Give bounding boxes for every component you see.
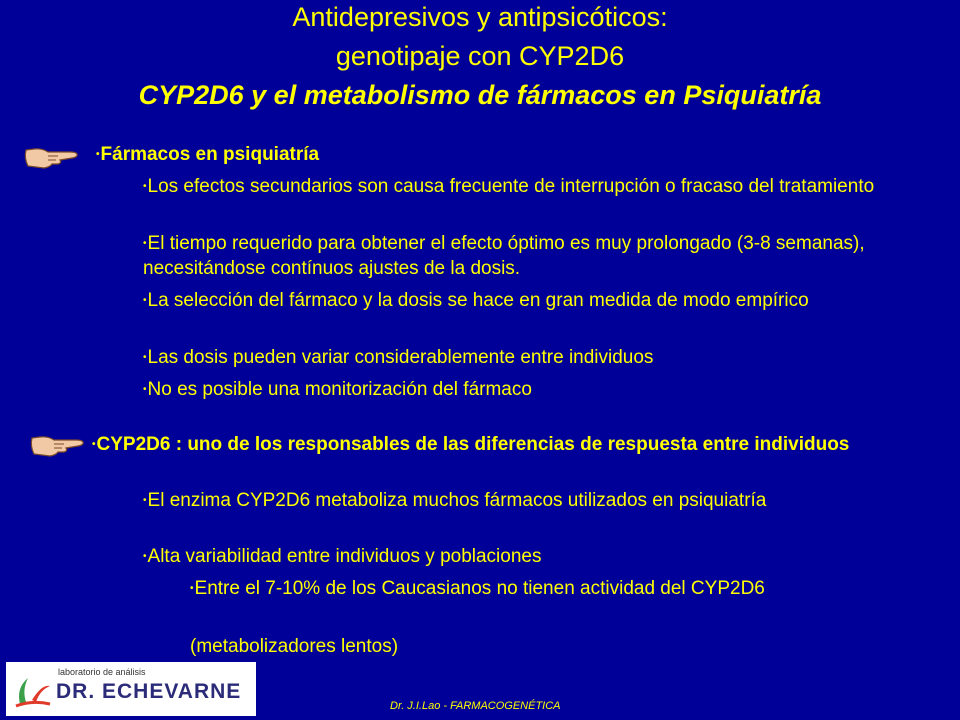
- section1-item: •Las dosis pueden variar considerablemente entre individuos: [143, 347, 654, 368]
- bullet-icon: •: [143, 295, 147, 307]
- section1-item: •El tiempo requerido para obtener el efecto óptimo es muy prolongado (3-8 semanas), necesitándose contínuos ajustes de la dosis.: [143, 233, 865, 280]
- section1-heading: •Fármacos en psiquiatría: [96, 144, 320, 165]
- lab-logo-icon: [12, 670, 54, 710]
- bullet-icon: •: [143, 238, 147, 250]
- logo-subtitle: laboratorio de análisis: [58, 667, 146, 677]
- bullet-icon: •: [92, 439, 96, 451]
- section1-item: •No es posible una monitorización del fármaco: [143, 379, 532, 400]
- footer-credit: Dr. J.I.Lao - FARMACOGENÉTICA: [390, 700, 561, 712]
- section2-subitem: (metabolizadores lentos): [190, 636, 399, 657]
- bullet-icon: •: [96, 149, 100, 161]
- bullet-icon: •: [143, 352, 147, 364]
- bullet-icon: •: [143, 181, 147, 193]
- bullet-icon: •: [143, 384, 147, 396]
- section2-item: •El enzima CYP2D6 metaboliza muchos fármacos utilizados en psiquiatría: [143, 490, 767, 511]
- bullet-icon: •: [143, 551, 147, 563]
- section2-item: •Alta variabilidad entre individuos y poblaciones: [143, 546, 542, 567]
- pointing-hand-icon: [28, 430, 86, 460]
- slide-title-line1: Antidepresivos y antipsicóticos:: [292, 2, 668, 32]
- slide-title-line2: genotipaje con CYP2D6: [335, 41, 625, 71]
- section1-item: •La selección del fármaco y la dosis se hace en gran medida de modo empírico: [143, 290, 809, 311]
- slide-title-line3: CYP2D6 y el metabolismo de fármacos en Psiquiatría: [138, 80, 822, 110]
- bullet-icon: •: [143, 495, 147, 507]
- section2-subitem: •Entre el 7-10% de los Caucasianos no tienen actividad del CYP2D6: [190, 578, 765, 599]
- section1-item: •Los efectos secundarios son causa frecuente de interrupción o fracaso del tratamiento: [143, 176, 875, 197]
- bullet-icon: •: [190, 583, 194, 595]
- logo-name: DR. ECHEVARNE: [56, 680, 242, 703]
- section2-heading: •CYP2D6 : uno de los responsables de las diferencias de respuesta entre individuos: [92, 434, 850, 455]
- lab-logo: [6, 662, 256, 716]
- pointing-hand-icon: [22, 142, 80, 172]
